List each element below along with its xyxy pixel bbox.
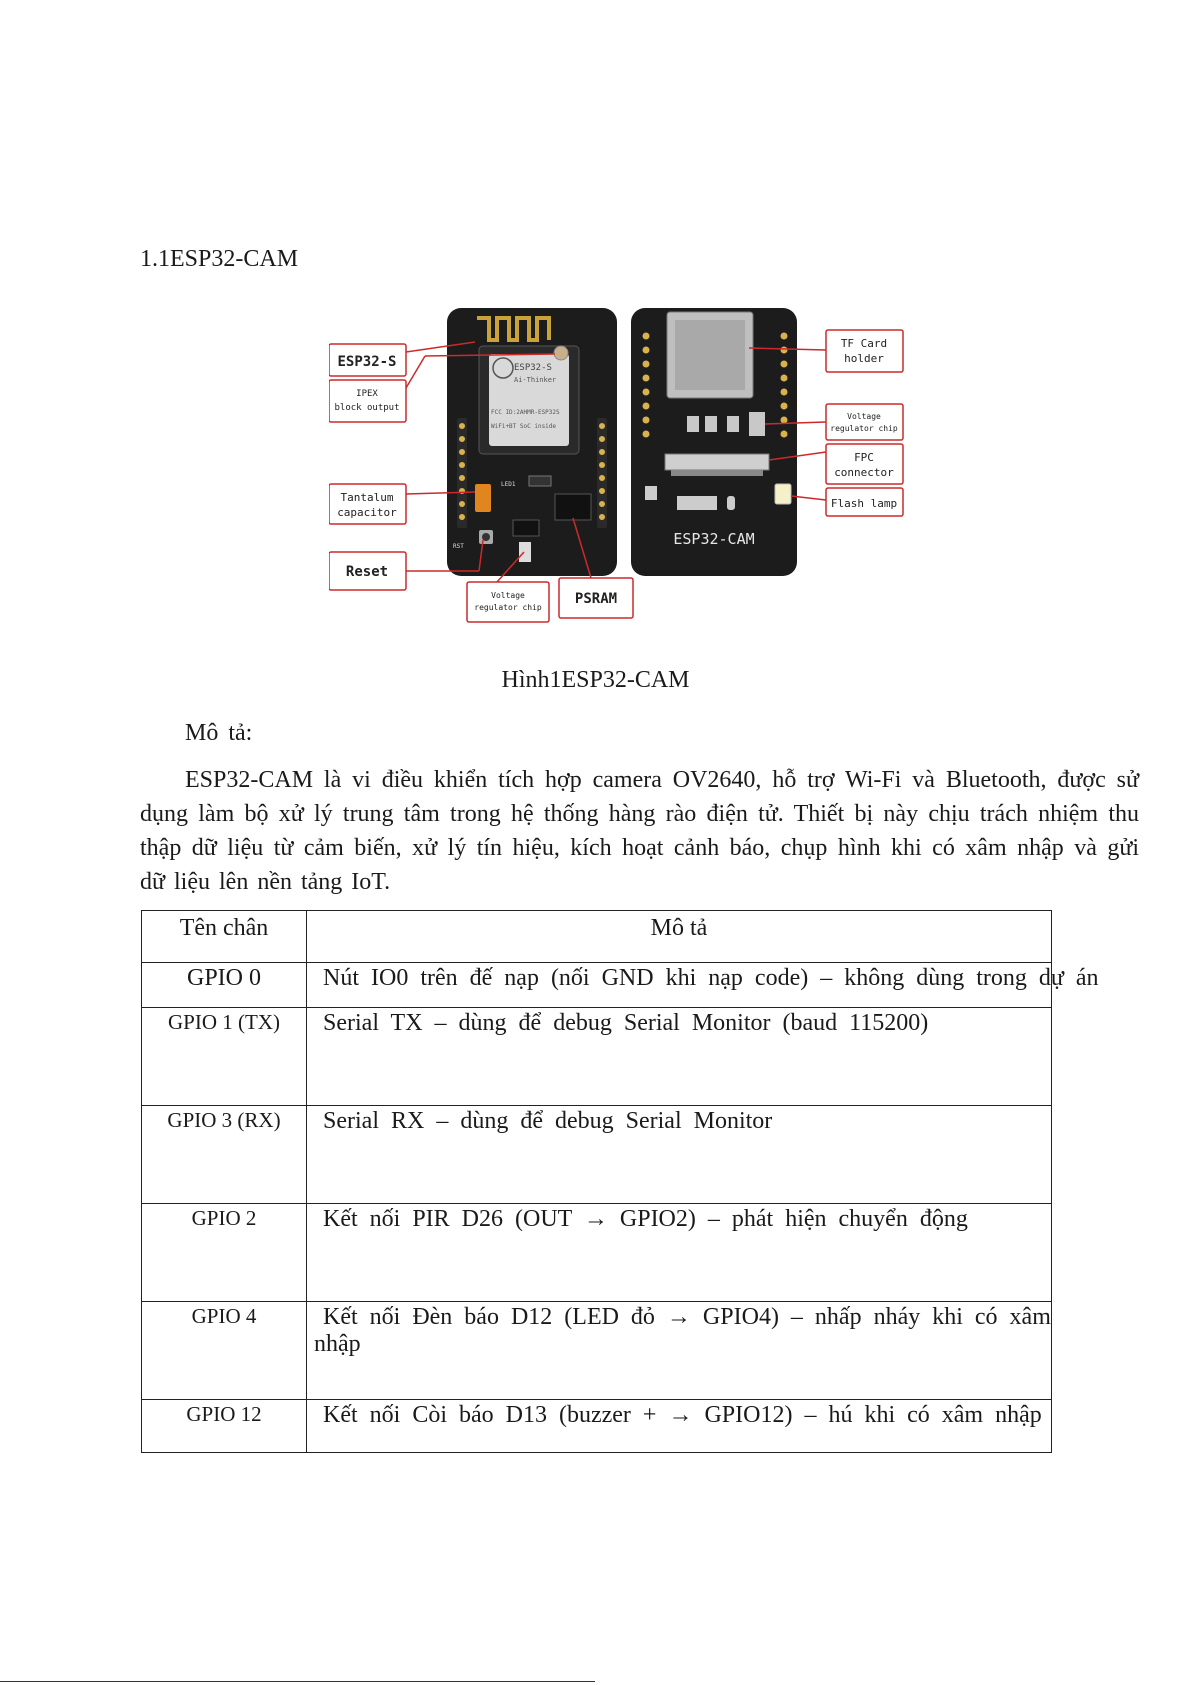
svg-text:Voltage: Voltage bbox=[491, 591, 525, 600]
footnote-separator bbox=[0, 1681, 595, 1682]
table-row bbox=[142, 1106, 1052, 1204]
svg-text:Reset: Reset bbox=[345, 564, 389, 580]
svg-text:IPEX: IPEX bbox=[356, 389, 378, 399]
header-description: Mô tả bbox=[307, 911, 1052, 963]
pin-description: Kết nối PIR D26 (OUT → GPIO2) – phát hiện chuyển động bbox=[307, 1204, 1052, 1302]
description-paragraph: ESP32-CAM là vi điều khiển tích hợp camera OV2640, hỗ trợ Wi-Fi và Bluetooth, được sử dụng làm bộ xử lý trung tâm trong hệ thống hàng rào điện tử. Thiết bị này chịu trách nhiệm thu thập dữ liệu từ cảm biến, xử lý tín hiệu, kích hoạt cảnh báo, chụp hình khi có xâm nhập và gửi dữ liệu lên nền tảng IoT. bbox=[140, 767, 1139, 895]
svg-text:Flash lamp: Flash lamp bbox=[830, 497, 898, 510]
table-header-row bbox=[142, 911, 1052, 963]
section-heading: 1.1ESP32-CAM bbox=[140, 246, 299, 272]
pin-name: GPIO 4 bbox=[142, 1302, 307, 1400]
svg-text:RST: RST bbox=[453, 543, 464, 550]
svg-text:Ai-Thinker: Ai-Thinker bbox=[514, 376, 557, 384]
svg-text:TF Card: TF Card bbox=[840, 337, 888, 350]
svg-text:regulator chip: regulator chip bbox=[474, 603, 542, 612]
svg-text:block output: block output bbox=[334, 403, 400, 413]
svg-text:WiFi+BT SoC inside: WiFi+BT SoC inside bbox=[491, 423, 557, 430]
svg-text:holder: holder bbox=[844, 352, 884, 365]
pin-description bbox=[307, 1302, 1052, 1400]
table-row bbox=[142, 963, 1052, 1008]
pin-name: GPIO 1 (TX) bbox=[142, 1008, 307, 1106]
svg-text:regulator chip: regulator chip bbox=[830, 424, 898, 433]
front-board bbox=[447, 308, 617, 576]
svg-text:PSRAM: PSRAM bbox=[574, 591, 618, 607]
table-row bbox=[142, 1204, 1052, 1302]
header-pin-name: Tên chân bbox=[142, 911, 307, 963]
pin-name: GPIO 0 bbox=[142, 963, 307, 1008]
description-label: Mô tả: bbox=[185, 720, 253, 746]
svg-text:ESP32-S: ESP32-S bbox=[337, 354, 397, 370]
svg-text:capacitor: capacitor bbox=[337, 506, 397, 519]
svg-text:Voltage: Voltage bbox=[847, 412, 881, 421]
pin-description: Nút IO0 trên đế nạp (nối GND khi nạp code) – không dùng trong dự án bbox=[307, 963, 1052, 1008]
pin-description: Serial RX – dùng để debug Serial Monitor bbox=[307, 1106, 1052, 1204]
pin-name: GPIO 12 bbox=[142, 1400, 307, 1453]
pin-description: Serial TX – dùng để debug Serial Monitor (baud 115200) bbox=[307, 1008, 1052, 1106]
pin-name: GPIO 3 (RX) bbox=[142, 1106, 307, 1204]
svg-text:connector: connector bbox=[834, 466, 894, 479]
table-row bbox=[142, 1400, 1052, 1453]
table-row bbox=[142, 1302, 1052, 1400]
svg-text:FPC: FPC bbox=[854, 451, 874, 464]
pin-description: Kết nối Còi báo D13 (buzzer + → GPIO12) – hú khi có xâm nhập bbox=[307, 1400, 1052, 1453]
svg-text:ESP32-CAM: ESP32-CAM bbox=[673, 530, 755, 548]
figure-caption: Hình1ESP32-CAM bbox=[501, 667, 690, 693]
pin-name: GPIO 2 bbox=[142, 1204, 307, 1302]
pin-description-line: nhập bbox=[314, 1331, 361, 1357]
svg-text:LED1: LED1 bbox=[501, 481, 516, 488]
pin-table bbox=[141, 910, 1099, 1453]
svg-text:ESP32-S: ESP32-S bbox=[514, 363, 552, 373]
svg-text:Tantalum: Tantalum bbox=[340, 491, 394, 504]
table-row bbox=[142, 1008, 1052, 1106]
pin-description-line: Kết nối Đèn báo D12 (LED đỏ → GPIO4) – nhấp nháy khi có xâm bbox=[323, 1304, 1051, 1330]
esp32-cam-figure bbox=[329, 308, 952, 644]
svg-text:FCC ID:2AHMR-ESP32S: FCC ID:2AHMR-ESP32S bbox=[491, 409, 560, 416]
